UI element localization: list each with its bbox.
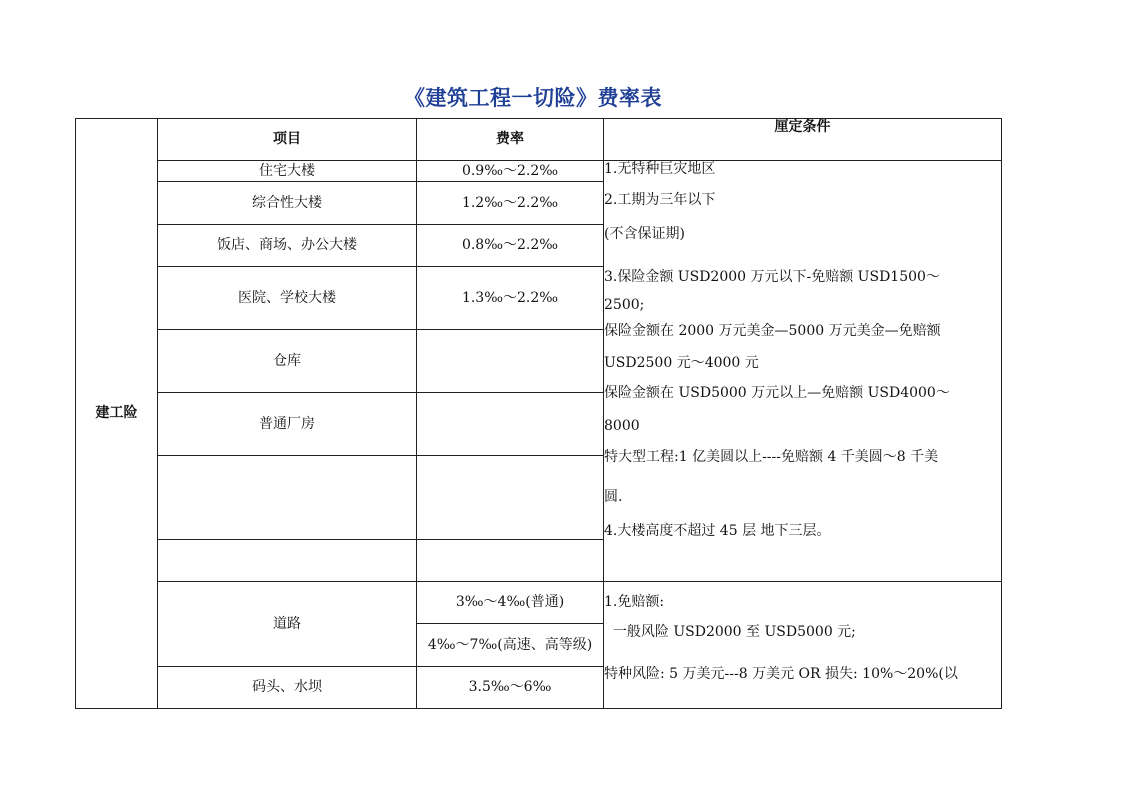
header-item: 项目 (158, 119, 417, 161)
item-cell: 仓库 (158, 330, 417, 393)
page-title: 《建筑工程一切险》费率表 (404, 86, 662, 110)
rate-cell (417, 456, 604, 540)
condition-line: 一般风险 USD2000 至 USD5000 元; (604, 624, 856, 640)
rate-cell: 3‰～4‰(普通) (417, 582, 604, 624)
condition-line: 特种风险: 5 万美元---8 万美元 OR 损失: 10%～20%(以 (604, 666, 958, 682)
header-row (76, 119, 1002, 161)
header-conditions: 厘定条件 (604, 119, 1002, 161)
rate-cell: 0.8‰～2.2‰ (417, 225, 604, 267)
item-cell: 饭店、商场、办公大楼 (158, 225, 417, 267)
item-cell (158, 456, 417, 540)
item-cell: 医院、学校大楼 (158, 267, 417, 330)
item-cell: 住宅大楼 (158, 161, 417, 182)
condition-line: USD2500 元～4000 元 (604, 355, 759, 371)
table-row (76, 582, 1002, 624)
condition-line: 保险金额在 2000 万元美金—5000 万元美金—免赔额 (604, 323, 941, 339)
condition-line: 圆. (604, 489, 623, 505)
condition-line: 2500; (604, 297, 645, 313)
rate-cell (417, 393, 604, 456)
rate-cell: 3.5‰～6‰ (417, 667, 604, 709)
item-cell: 综合性大楼 (158, 182, 417, 225)
item-cell: 码头、水坝 (158, 667, 417, 709)
condition-line: 1.免赔额: (604, 594, 665, 610)
condition-line: 1.无特种巨灾地区 (604, 161, 716, 177)
category-cell: 建工险 (76, 119, 158, 709)
rate-cell: 0.9‰～2.2‰ (417, 161, 604, 182)
infra-conditions-cell (604, 582, 1002, 709)
item-cell (158, 540, 417, 582)
condition-line: (不含保证期) (604, 226, 685, 242)
header-rate: 费率 (417, 119, 604, 161)
rate-cell: 1.2‰～2.2‰ (417, 182, 604, 225)
condition-line: 特大型工程:1 亿美圆以上----免赔额 4 千美圆～8 千美 (604, 449, 939, 465)
building-conditions-cell (604, 161, 1002, 582)
rate-table (75, 118, 1002, 709)
item-cell-road: 道路 (158, 582, 417, 667)
rate-cell: 1.3‰～2.2‰ (417, 267, 604, 330)
item-cell: 普通厂房 (158, 393, 417, 456)
condition-line: 4.大楼高度不超过 45 层 地下三层。 (604, 523, 831, 539)
condition-line: 8000 (604, 418, 640, 434)
rate-cell (417, 330, 604, 393)
rate-cell (417, 540, 604, 582)
condition-line: 2.工期为三年以下 (604, 192, 716, 208)
condition-line: 保险金额在 USD5000 万元以上—免赔额 USD4000～ (604, 385, 950, 401)
condition-line: 3.保险金额 USD2000 万元以下-免赔额 USD1500～ (604, 269, 940, 285)
table-row (76, 161, 1002, 182)
rate-cell: 4‰～7‰(高速、高等级) (417, 624, 604, 667)
